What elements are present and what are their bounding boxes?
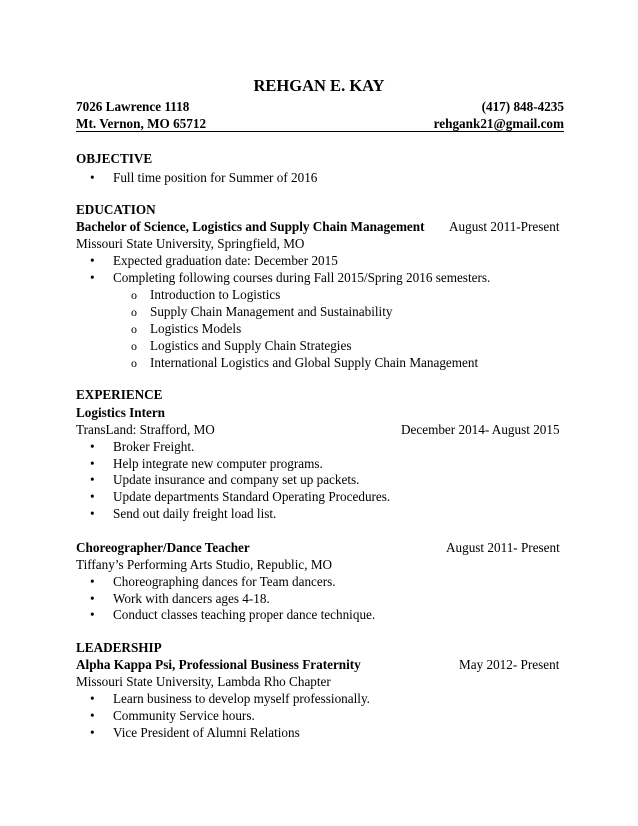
bullet-text: Help integrate new computer programs. <box>113 456 323 471</box>
bullet-text: Broker Freight. <box>113 439 195 454</box>
bullet-marker: • <box>90 708 95 723</box>
bullet-marker: • <box>90 439 95 454</box>
course-item <box>131 304 392 320</box>
job-bullet <box>90 506 276 522</box>
course-item <box>131 355 478 371</box>
bullet-marker: • <box>90 591 95 606</box>
bullet-text: Full time position for Summer of 2016 <box>113 170 318 185</box>
bullet-text: Choreographing dances for Team dancers. <box>113 574 336 589</box>
contact-row-2 <box>76 116 564 132</box>
address-line-2: Mt. Vernon, MO 65712 <box>76 116 207 131</box>
email-address: rehgank21@gmail.com <box>433 116 564 131</box>
course-item <box>131 338 351 354</box>
objective-bullet <box>90 170 317 186</box>
bullet-marker: • <box>90 506 95 521</box>
job-dates: December 2014- August 2015 <box>401 422 560 437</box>
bullet-text: Work with dancers ages 4-18. <box>113 591 270 606</box>
bullet-marker: • <box>90 691 95 706</box>
job-dates: August 2011- Present <box>446 540 560 555</box>
objective-heading: OBJECTIVE <box>76 151 153 166</box>
job-org: TransLand: Strafford, MO <box>76 422 215 437</box>
bullet-marker: • <box>90 607 95 622</box>
bullet-text: Update departments Standard Operating Procedures. <box>113 489 391 504</box>
education-bullet <box>90 270 490 286</box>
bullet-marker: • <box>90 472 95 487</box>
leadership-org: Missouri State University, Lambda Rho Chapter <box>76 674 331 689</box>
bullet-marker: • <box>90 574 95 589</box>
bullet-text: Expected graduation date: December 2015 <box>113 253 338 268</box>
course-item <box>131 321 241 337</box>
course-text: Logistics and Supply Chain Strategies <box>150 338 352 353</box>
leadership-title: Alpha Kappa Psi, Professional Business Fraternity <box>76 657 361 672</box>
bullet-text: Vice President of Alumni Relations <box>113 725 300 740</box>
education-bullet <box>90 253 338 269</box>
education-dates: August 2011-Present <box>449 219 560 234</box>
bullet-marker: • <box>90 725 95 740</box>
contact-row-1 <box>76 99 564 115</box>
school-name: Missouri State University, Springfield, MO <box>76 236 305 251</box>
degree-title: Bachelor of Science, Logistics and Supply Chain Management <box>76 219 425 234</box>
job-bullet <box>90 591 270 607</box>
bullet-text: Update insurance and company set up packets. <box>113 472 360 487</box>
bullet-text: Learn business to develop myself professionally. <box>113 691 370 706</box>
leadership-bullet <box>90 725 300 741</box>
experience-heading: EXPERIENCE <box>76 387 163 402</box>
bullet-text: Conduct classes teaching proper dance technique. <box>113 607 376 622</box>
leadership-bullet <box>90 708 255 724</box>
bullet-text: Community Service hours. <box>113 708 255 723</box>
leadership-bullet <box>90 691 370 707</box>
address-line-1: 7026 Lawrence 1118 <box>76 99 190 114</box>
bullet-marker: • <box>90 170 95 185</box>
job-bullet <box>90 456 323 472</box>
course-item <box>131 287 280 303</box>
course-text: Logistics Models <box>150 321 242 336</box>
sub-bullet-marker: o <box>131 322 137 336</box>
header-divider <box>76 131 564 132</box>
job-title: Choreographer/Dance Teacher <box>76 540 250 555</box>
bullet-marker: • <box>90 456 95 471</box>
education-heading: EDUCATION <box>76 202 156 217</box>
leadership-heading: LEADERSHIP <box>76 640 162 655</box>
job-bullet <box>90 607 375 623</box>
job-bullet <box>90 439 194 455</box>
bullet-text: Send out daily freight load list. <box>113 506 277 521</box>
sub-bullet-marker: o <box>131 288 137 302</box>
job-org: Tiffany’s Performing Arts Studio, Republic, MO <box>76 557 333 572</box>
resume-name: REHGAN E. KAY <box>253 76 385 95</box>
sub-bullet-marker: o <box>131 356 137 370</box>
course-text: Supply Chain Management and Sustainability <box>150 304 393 319</box>
phone-number: (417) 848-4235 <box>481 99 564 114</box>
bullet-text: Completing following courses during Fall 2015/Spring 2016 semesters. <box>113 270 491 285</box>
bullet-marker: • <box>90 253 95 268</box>
bullet-marker: • <box>90 270 95 285</box>
job-title: Logistics Intern <box>76 405 166 420</box>
job-bullet <box>90 472 359 488</box>
leadership-dates: May 2012- Present <box>459 657 560 672</box>
bullet-marker: • <box>90 489 95 504</box>
sub-bullet-marker: o <box>131 305 137 319</box>
job-bullet <box>90 489 390 505</box>
course-text: International Logistics and Global Supply Chain Management <box>150 355 479 370</box>
job-bullet <box>90 574 336 590</box>
sub-bullet-marker: o <box>131 339 137 353</box>
course-text: Introduction to Logistics <box>150 287 281 302</box>
